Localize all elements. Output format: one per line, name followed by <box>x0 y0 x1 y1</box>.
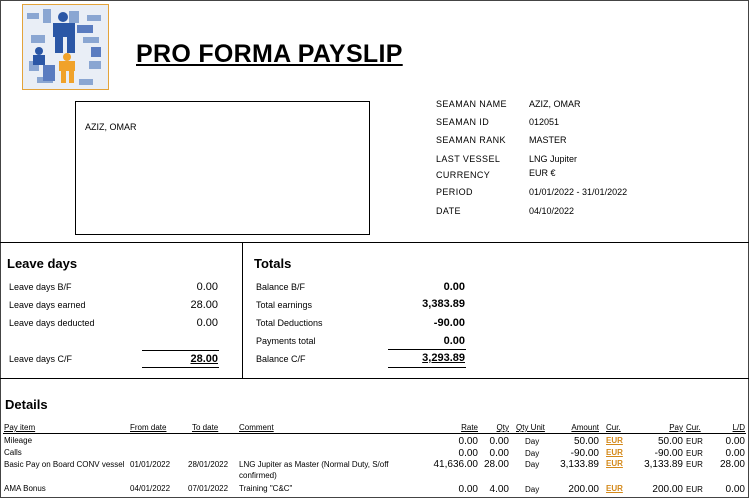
row-basic-pay-leave: 28.00 <box>719 459 745 470</box>
row-mileage-qty: 0.00 <box>489 436 509 447</box>
seaman-id-value: 012051 <box>529 117 560 127</box>
currency-value: EUR € <box>529 168 556 178</box>
divider-vertical <box>242 242 243 378</box>
row-mileage-rate: 0.00 <box>458 436 478 447</box>
balance-cf-value: 3,293.89 <box>422 352 465 364</box>
payments-total-value: 0.00 <box>443 335 465 347</box>
col-to-date: To date <box>192 423 219 432</box>
company-logo <box>22 4 109 90</box>
col-amount: Amount <box>571 423 599 432</box>
leave-bf-value: 0.00 <box>196 281 218 293</box>
row-basic-pay-comment: LNG Jupiter as Master (Normal Duty, S/off <box>239 460 389 469</box>
col-pay: Pay <box>669 423 683 432</box>
row-ama-bonus-pay: 200.00 <box>652 484 683 495</box>
row-ama-bonus-to: 07/01/2022 <box>188 484 229 493</box>
row-calls-pay-currency: EUR <box>686 449 703 458</box>
leave-cf-value: 28.00 <box>190 353 218 365</box>
leave-deducted-label: Leave days deducted <box>9 318 95 328</box>
col-from-date: From date <box>130 423 167 432</box>
leave-sum-line <box>142 350 219 351</box>
row-ama-bonus-pay-currency: EUR <box>686 485 703 494</box>
row-basic-pay-item: Basic Pay on Board CONV vessel <box>4 460 125 469</box>
seaman-id-label: SEAMAN ID <box>436 117 490 127</box>
period-label: PERIOD <box>436 187 473 197</box>
row-ama-bonus-leave: 0.00 <box>725 484 745 495</box>
row-ama-bonus-amount: 200.00 <box>568 484 599 495</box>
row-basic-pay-from: 01/01/2022 <box>130 460 171 469</box>
leave-earned-label: Leave days earned <box>9 300 86 310</box>
row-basic-pay-rate: 41,636.00 <box>433 459 478 470</box>
row-ama-bonus-from: 04/01/2022 <box>130 484 171 493</box>
row-calls-pay: -90.00 <box>654 448 683 459</box>
page-title: PRO FORMA PAYSLIP <box>136 40 403 68</box>
address-box <box>75 101 370 235</box>
col-pay-item: Pay item <box>4 423 36 432</box>
addressee-name: AZIZ, OMAR <box>85 122 137 132</box>
total-earnings-label: Total earnings <box>256 300 313 310</box>
leave-deducted-value: 0.00 <box>196 317 218 329</box>
seaman-name-value: AZIZ, OMAR <box>529 99 581 109</box>
totals-title: Totals <box>254 256 292 271</box>
row-mileage-amount: 50.00 <box>573 436 599 447</box>
total-earnings-value: 3,383.89 <box>422 298 465 310</box>
row-basic-pay-qty: 28.00 <box>483 459 509 470</box>
row-mileage-pay-currency: EUR <box>686 437 703 446</box>
row-ama-bonus-currency-link[interactable]: EUR <box>606 484 623 493</box>
row-basic-pay-pay: 3,133.89 <box>644 459 683 470</box>
currency-label: CURRENCY <box>436 170 491 180</box>
leave-cf-underline <box>142 367 219 368</box>
row-basic-pay-unit: Day <box>525 460 540 469</box>
leave-earned-value: 28.00 <box>190 299 218 311</box>
total-deductions-value: -90.00 <box>433 317 465 329</box>
col-qty-unit: Qty Unit <box>516 423 545 432</box>
row-calls-qty: 0.00 <box>489 448 509 459</box>
col-leave-days: L/D <box>732 423 745 432</box>
col-pay-currency: Cur. <box>686 423 701 432</box>
divider-top <box>0 242 749 243</box>
row-calls-rate: 0.00 <box>458 448 478 459</box>
row-ama-bonus-comment: Training "C&C" <box>239 484 293 493</box>
leave-days-title: Leave days <box>7 256 78 271</box>
row-mileage-unit: Day <box>525 437 540 446</box>
row-mileage-pay: 50.00 <box>657 436 683 447</box>
row-calls-amount: -90.00 <box>570 448 599 459</box>
last-vessel-label: LAST VESSEL <box>436 154 501 164</box>
balance-cf-underline <box>388 367 466 368</box>
date-value: 04/10/2022 <box>529 206 575 216</box>
row-calls-leave: 0.00 <box>725 448 745 459</box>
seaman-name-label: SEAMAN NAME <box>436 99 507 109</box>
row-mileage-leave: 0.00 <box>725 436 745 447</box>
row-basic-pay-currency-link[interactable]: EUR <box>606 459 623 468</box>
leave-cf-label: Leave days C/F <box>9 354 73 364</box>
seaman-rank-value: MASTER <box>529 135 567 145</box>
payments-total-label: Payments total <box>256 336 316 346</box>
period-value: 01/01/2022 - 31/01/2022 <box>529 187 628 197</box>
row-basic-pay-pay-currency: EUR <box>686 460 703 469</box>
row-ama-bonus-rate: 0.00 <box>458 484 478 495</box>
leave-bf-label: Leave days B/F <box>9 282 72 292</box>
col-currency: Cur. <box>606 423 621 432</box>
row-ama-bonus-unit: Day <box>525 485 540 494</box>
seaman-rank-label: SEAMAN RANK <box>436 135 506 145</box>
last-vessel-value: LNG Jupiter <box>529 154 578 164</box>
balance-cf-label: Balance C/F <box>256 354 306 364</box>
date-label: DATE <box>436 206 461 216</box>
divider-bottom <box>0 378 749 379</box>
row-calls-currency-link[interactable]: EUR <box>606 448 623 457</box>
row-basic-pay-comment-cont: confirmed) <box>239 471 277 480</box>
details-title: Details <box>5 397 48 412</box>
balance-bf-label: Balance B/F <box>256 282 306 292</box>
total-deductions-label: Total Deductions <box>256 318 323 328</box>
details-header-line <box>3 433 746 434</box>
totals-sum-line <box>388 349 466 350</box>
balance-bf-value: 0.00 <box>443 281 465 293</box>
row-ama-bonus-qty: 4.00 <box>489 484 509 495</box>
row-mileage-currency-link[interactable]: EUR <box>606 436 623 445</box>
col-rate: Rate <box>461 423 478 432</box>
row-basic-pay-to: 28/01/2022 <box>188 460 229 469</box>
row-basic-pay-amount: 3,133.89 <box>560 459 599 470</box>
col-qty: Qty <box>496 423 509 432</box>
row-calls-item: Calls <box>4 448 22 457</box>
row-ama-bonus-item: AMA Bonus <box>4 484 46 493</box>
col-comment: Comment <box>239 423 274 432</box>
row-mileage-item: Mileage <box>4 436 33 445</box>
row-calls-unit: Day <box>525 449 540 458</box>
